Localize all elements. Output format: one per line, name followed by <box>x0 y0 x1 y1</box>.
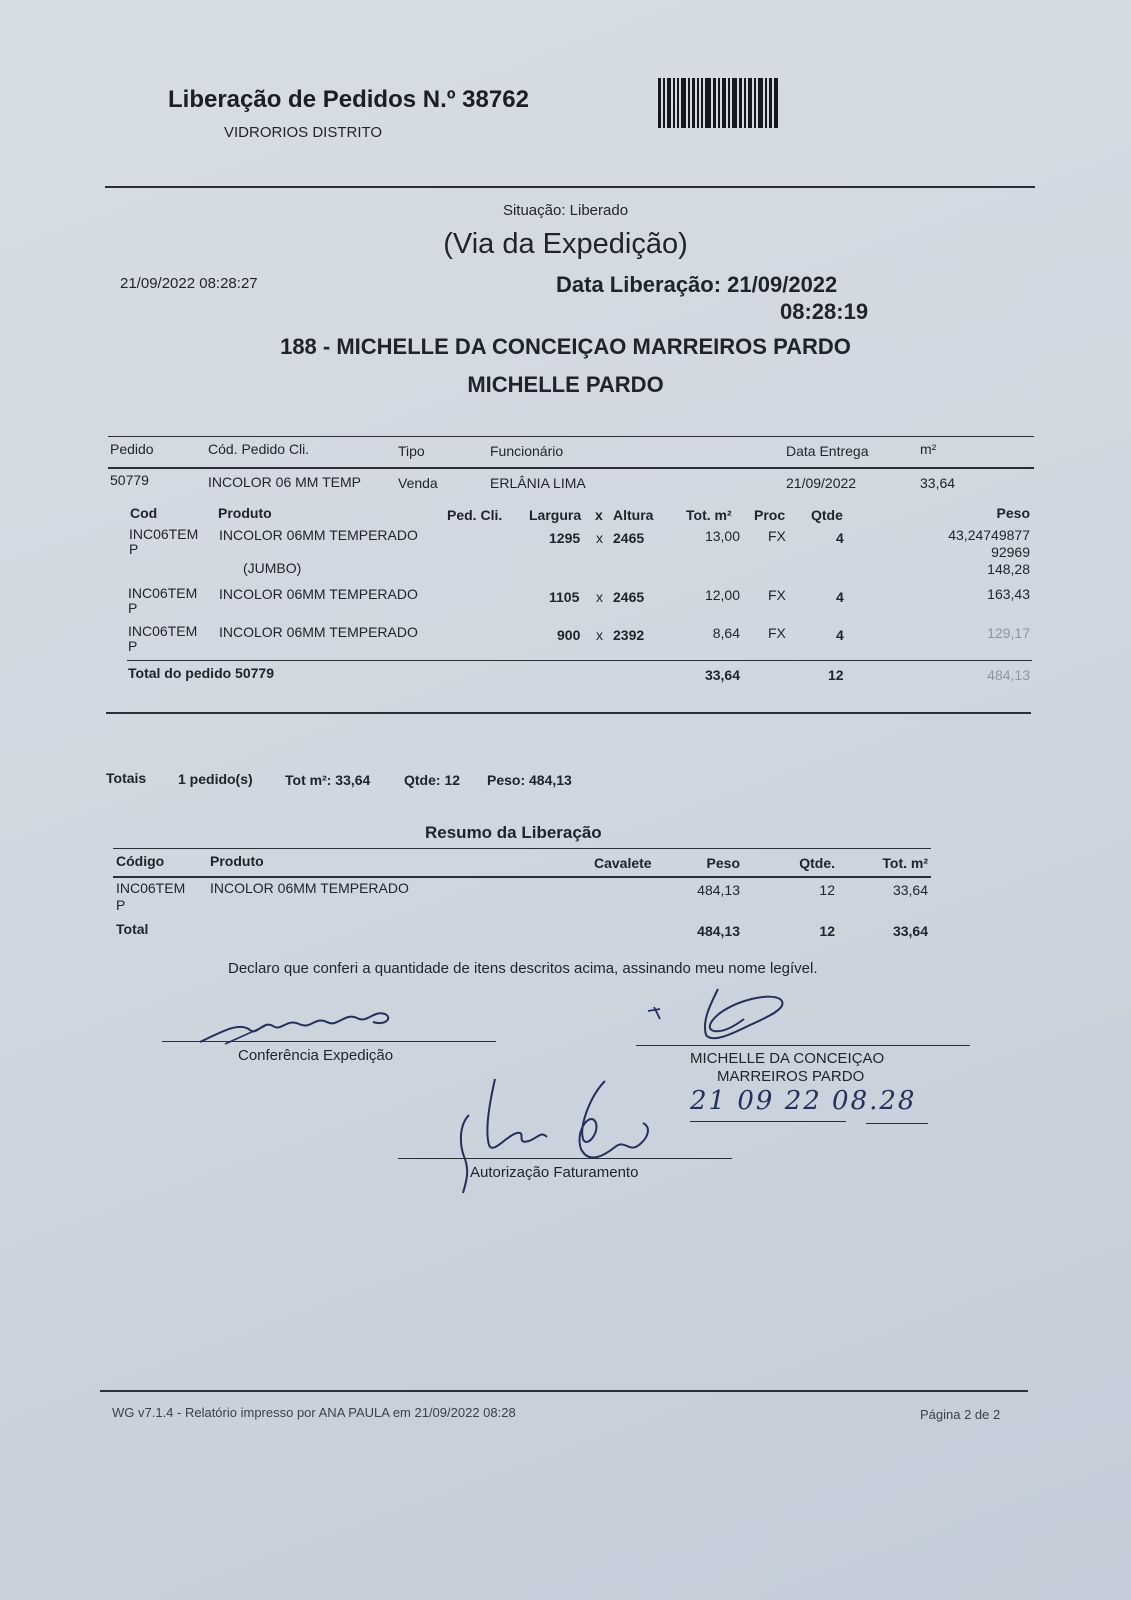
row1-cod-cont: P <box>129 541 139 557</box>
conferencia-signature <box>195 1000 405 1050</box>
row1-altura: 2465 <box>613 530 645 546</box>
resumo-col-cavalete: Cavalete <box>594 855 652 871</box>
row2-cod: INC06TEM <box>128 585 198 601</box>
client-short-name: MICHELLE PARDO <box>467 372 664 397</box>
value-funcionario: ERLÂNIA LIMA <box>490 475 586 491</box>
row1-proc: FX <box>768 528 786 544</box>
resumo-total-qtde: 12 <box>819 923 835 939</box>
resumo-top-line <box>113 848 931 849</box>
row2-cod-cont: P <box>128 600 138 616</box>
row3-altura: 2392 <box>613 627 645 643</box>
order-header-mid-line <box>108 467 1034 469</box>
row1-largura: 1295 <box>549 530 581 546</box>
barcode <box>658 78 823 128</box>
document-title: Liberação de Pedidos N.º 38762 <box>168 86 529 113</box>
col-largura: Largura <box>529 507 582 523</box>
col-qtde: Qtde <box>811 507 843 523</box>
totais-m2: Tot m²: 33,64 <box>285 772 371 788</box>
cliente-signature <box>640 985 800 1045</box>
row3-largura: 900 <box>557 627 581 643</box>
resumo-row-tot-m2: 33,64 <box>892 882 928 898</box>
conferencia-signature-line <box>162 1041 496 1042</box>
row3-qtde: 4 <box>836 627 844 643</box>
resumo-col-codigo: Código <box>116 853 165 869</box>
value-data-entrega: 21/09/2022 <box>786 475 857 491</box>
row3-cod: INC06TEM <box>128 623 198 639</box>
row2-tot-m2: 12,00 <box>704 587 740 603</box>
row2-x: x <box>596 589 603 605</box>
label-pedido: Pedido <box>110 441 154 457</box>
row1-peso-cont: 92969 <box>991 544 1030 560</box>
col-proc: Proc <box>754 507 786 523</box>
resumo-total-tot-m2: 33,64 <box>892 923 928 939</box>
order-header-top-line <box>108 436 1034 437</box>
value-m2: 33,64 <box>920 475 956 491</box>
row1-qtde: 4 <box>836 530 844 546</box>
row2-qtde: 4 <box>836 589 844 605</box>
conferencia-label: Conferência Expedição <box>238 1047 394 1064</box>
row2-largura: 1105 <box>549 589 580 605</box>
resumo-col-peso: Peso <box>706 855 740 871</box>
row1-produto-extra: (JUMBO) <box>243 560 302 576</box>
resumo-row-produto: INCOLOR 06MM TEMPERADO <box>210 880 409 896</box>
resumo-row-qtde: 12 <box>819 882 835 898</box>
cliente-handwritten-date: 21 09 22 08.28 <box>690 1086 917 1116</box>
cliente-name-line1: MICHELLE DA CONCEIÇAO <box>690 1050 885 1067</box>
resumo-row-codigo: INC06TEM <box>116 880 186 896</box>
col-tot-m2: Tot. m² <box>686 507 732 523</box>
col-ped-cli: Ped. Cli. <box>447 507 503 523</box>
company-name: VIDRORIOS DISTRITO <box>224 124 383 141</box>
row3-x: x <box>596 627 603 643</box>
order-total-label: Total do pedido 50779 <box>128 665 274 681</box>
resumo-col-tot-m2: Tot. m² <box>882 855 928 871</box>
order-total-peso: 484,13 <box>987 667 1030 683</box>
order-total-m2: 33,64 <box>704 667 740 683</box>
order-total-line <box>127 660 1032 661</box>
resumo-row-codigo-cont: P <box>116 897 126 913</box>
data-liberacao-time: 08:28:19 <box>780 299 869 324</box>
row1-cod: INC06TEM <box>129 526 199 542</box>
col-x: x <box>595 507 603 523</box>
footer-page-number: Página 2 de 2 <box>920 1407 1001 1422</box>
footer-printed-by: WG v7.1.4 - Relatório impresso por ANA PAULA em 21/09/2022 08:28 <box>112 1405 516 1420</box>
col-cod: Cod <box>130 505 158 521</box>
row3-proc: FX <box>768 625 786 641</box>
handwritten-date-underline <box>690 1121 846 1122</box>
row3-cod-cont: P <box>128 638 138 654</box>
resumo-header-line <box>113 876 931 878</box>
label-tipo: Tipo <box>398 443 425 459</box>
row1-peso-total: 148,28 <box>987 561 1030 577</box>
client-name: 188 - MICHELLE DA CONCEIÇAO MARREIROS PARDO <box>280 334 851 359</box>
declaracao-text: Declaro que conferi a quantidade de itens descritos acima, assinando meu nome legível. <box>228 960 818 977</box>
value-pedido: 50779 <box>110 472 149 488</box>
resumo-title: Resumo da Liberação <box>425 823 602 842</box>
row1-x: x <box>596 530 603 546</box>
resumo-total-label: Total <box>116 921 149 937</box>
resumo-col-qtde: Qtde. <box>799 855 835 871</box>
cliente-signature-line <box>636 1045 970 1046</box>
footer-divider <box>100 1390 1028 1392</box>
label-funcionario: Funcionário <box>490 443 564 459</box>
row3-peso: 129,17 <box>987 625 1030 641</box>
totais-qtde: Qtde: 12 <box>404 772 461 788</box>
label-cod-pedido-cli: Cód. Pedido Cli. <box>208 441 310 457</box>
row2-proc: FX <box>768 587 786 603</box>
row3-tot-m2: 8,64 <box>712 625 740 641</box>
row2-altura: 2465 <box>613 589 645 605</box>
col-peso: Peso <box>996 505 1030 521</box>
col-produto: Produto <box>218 505 272 521</box>
label-data-entrega: Data Entrega <box>786 443 869 459</box>
header-divider <box>105 186 1035 188</box>
order-total-qtde: 12 <box>828 667 844 683</box>
row1-tot-m2: 13,00 <box>704 528 740 544</box>
totais-peso: Peso: 484,13 <box>487 772 572 788</box>
autorizacao-label: Autorização Faturamento <box>470 1164 639 1181</box>
row2-peso: 163,43 <box>987 586 1030 602</box>
autorizacao-signature-line <box>398 1158 732 1159</box>
resumo-col-produto: Produto <box>210 853 264 869</box>
value-tipo: Venda <box>398 475 438 491</box>
row3-produto: INCOLOR 06MM TEMPERADO <box>219 624 418 640</box>
cliente-name-line2: MARREIROS PARDO <box>717 1068 865 1085</box>
resumo-row-peso: 484,13 <box>697 882 740 898</box>
data-liberacao: Data Liberação: 21/09/2022 <box>556 272 838 297</box>
totais-pedidos: 1 pedido(s) <box>178 771 253 787</box>
col-altura: Altura <box>613 507 654 523</box>
handwritten-time-underline <box>866 1123 928 1124</box>
totais-label: Totais <box>106 770 147 786</box>
print-datetime: 21/09/2022 08:28:27 <box>120 275 258 292</box>
resumo-total-peso: 484,13 <box>697 923 740 939</box>
order-section-bottom-line <box>106 712 1031 714</box>
row2-produto: INCOLOR 06MM TEMPERADO <box>219 586 418 602</box>
via-title: (Via da Expedição) <box>443 228 688 260</box>
situacao-text: Situação: Liberado <box>502 202 629 219</box>
row1-peso: 43,24749877 <box>948 527 1030 543</box>
value-cod-pedido-cli: INCOLOR 06 MM TEMP <box>208 474 361 490</box>
row1-produto: INCOLOR 06MM TEMPERADO <box>219 527 418 543</box>
label-m2: m² <box>920 441 937 457</box>
